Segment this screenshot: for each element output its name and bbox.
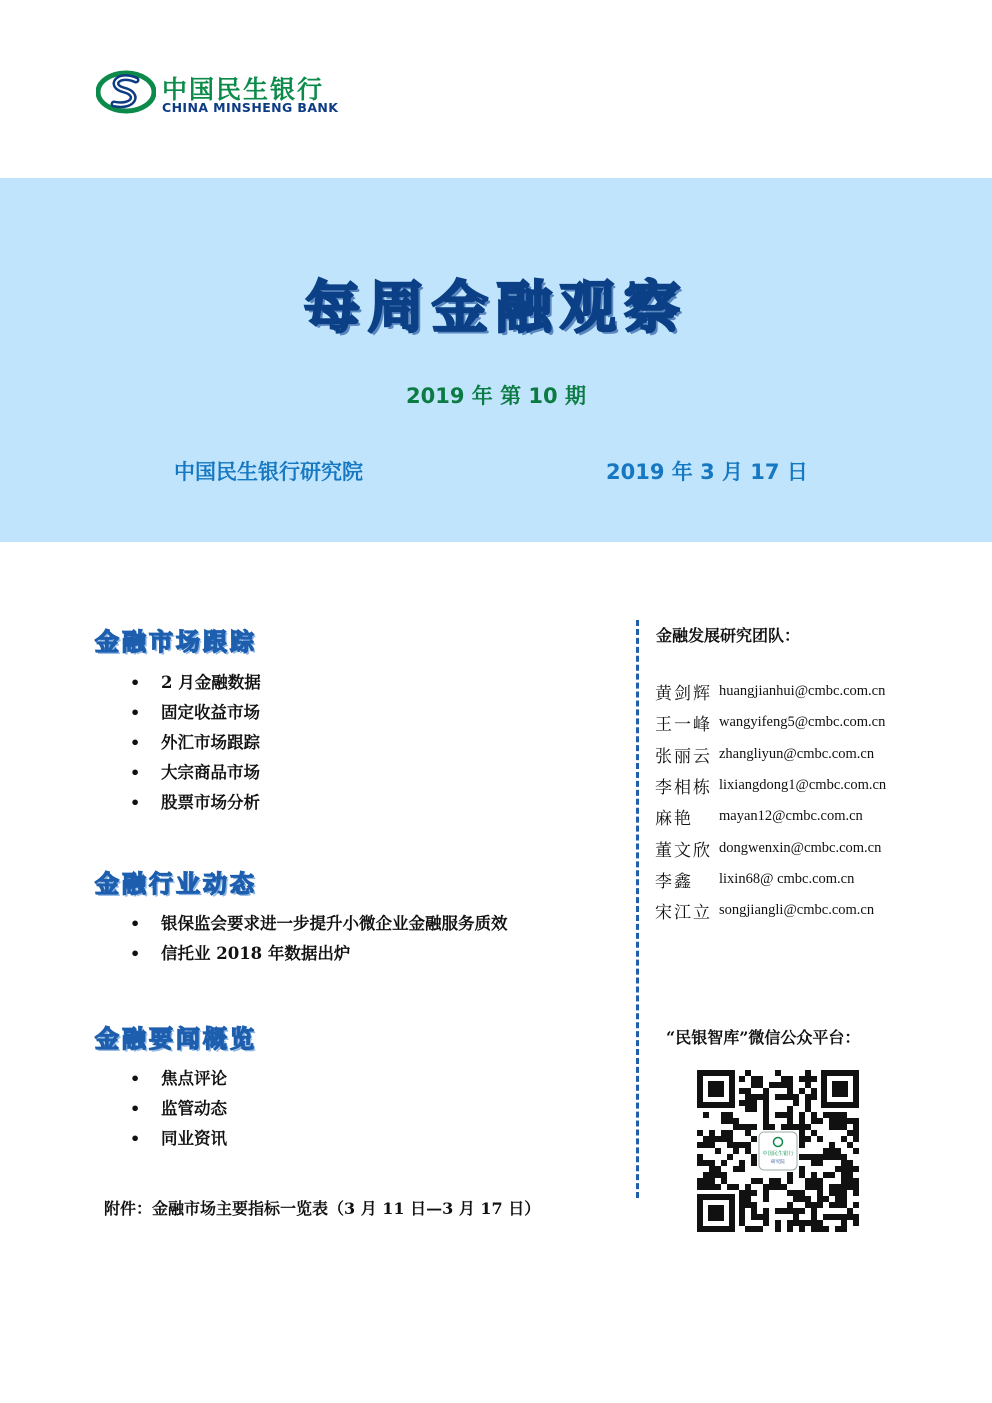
list-item: • 2 月金融数据 bbox=[130, 668, 261, 698]
member-name: 李相栋 bbox=[655, 778, 712, 799]
wechat-qr-code-icon[interactable] bbox=[697, 1070, 859, 1232]
member-email[interactable]: lixin68@ cmbc.com.cn bbox=[719, 870, 855, 887]
team-member bbox=[655, 676, 886, 707]
member-name: 张丽云 bbox=[655, 746, 712, 767]
publication-title: 每周金融观察 bbox=[304, 276, 688, 341]
logo-chinese-name: 中国民生银行 bbox=[162, 75, 325, 104]
team-member bbox=[655, 864, 886, 895]
list-item: • 大宗商品市场 bbox=[130, 758, 261, 788]
qr-center-text: 中国民生银行 bbox=[762, 1151, 794, 1157]
team-list bbox=[655, 676, 886, 926]
section-list-industry-news bbox=[130, 909, 508, 969]
column-divider bbox=[636, 620, 639, 1198]
member-name: 黄剑辉 bbox=[655, 684, 712, 705]
member-email[interactable]: huangjianhui@cmbc.com.cn bbox=[719, 683, 886, 700]
title-banner bbox=[0, 178, 992, 542]
list-item: • 信托业 2018 年数据出炉 bbox=[130, 939, 508, 969]
team-member bbox=[655, 707, 886, 738]
logo-english-name: CHINA MINSHENG BANK bbox=[162, 100, 339, 115]
list-item: • 外汇市场跟踪 bbox=[130, 728, 261, 758]
issue-number: 2019 年 第 10 期 bbox=[406, 384, 586, 408]
member-name: 宋江立 bbox=[655, 903, 712, 924]
member-email[interactable]: zhangliyun@cmbc.com.cn bbox=[719, 745, 875, 762]
team-member bbox=[655, 739, 886, 770]
list-item: • 股票市场分析 bbox=[130, 788, 261, 818]
publication-date: 2019 年 3 月 17 日 bbox=[606, 460, 808, 484]
list-item: • 银保监会要求进一步提升小微企业金融服务质效 bbox=[130, 909, 508, 939]
wechat-platform-label: “民银智库”微信公众平台： bbox=[666, 1028, 861, 1047]
minsheng-logo-icon bbox=[96, 66, 156, 118]
team-member bbox=[655, 895, 886, 926]
list-item: • 固定收益市场 bbox=[130, 698, 261, 728]
member-name: 董文欣 bbox=[655, 840, 712, 861]
appendix-note: 附件：金融市场主要指标一览表（3 月 11 日—3 月 17 日） bbox=[104, 1199, 541, 1218]
section-list-market-tracking bbox=[130, 668, 261, 818]
member-email[interactable]: wangyifeng5@cmbc.com.cn bbox=[719, 714, 886, 731]
section-list-news-overview bbox=[130, 1064, 227, 1154]
member-email[interactable]: songjiangli@cmbc.com.cn bbox=[719, 902, 875, 919]
member-email[interactable]: lixiangdong1@cmbc.com.cn bbox=[719, 777, 887, 794]
list-item: • 同业资讯 bbox=[130, 1124, 227, 1154]
list-item: • 监管动态 bbox=[130, 1094, 227, 1124]
team-member bbox=[655, 801, 886, 832]
member-email[interactable]: mayan12@cmbc.com.cn bbox=[719, 808, 863, 825]
team-title: 金融发展研究团队： bbox=[656, 626, 801, 645]
member-name: 王一峰 bbox=[655, 715, 712, 736]
team-member bbox=[655, 832, 886, 863]
member-name: 李鑫 bbox=[655, 871, 693, 892]
section-title-industry-news: 金融行业动态 bbox=[95, 870, 257, 898]
bank-logo bbox=[96, 66, 396, 122]
institute-name: 中国民生银行研究院 bbox=[174, 460, 363, 484]
qr-center-subtext: 研究院 bbox=[771, 1160, 785, 1165]
member-email[interactable]: dongwenxin@cmbc.com.cn bbox=[719, 839, 882, 856]
section-title-market-tracking: 金融市场跟踪 bbox=[95, 628, 257, 656]
section-title-news-overview: 金融要闻概览 bbox=[95, 1025, 257, 1053]
member-name: 麻艳 bbox=[655, 809, 693, 830]
team-member bbox=[655, 770, 886, 801]
list-item: • 焦点评论 bbox=[130, 1064, 227, 1094]
